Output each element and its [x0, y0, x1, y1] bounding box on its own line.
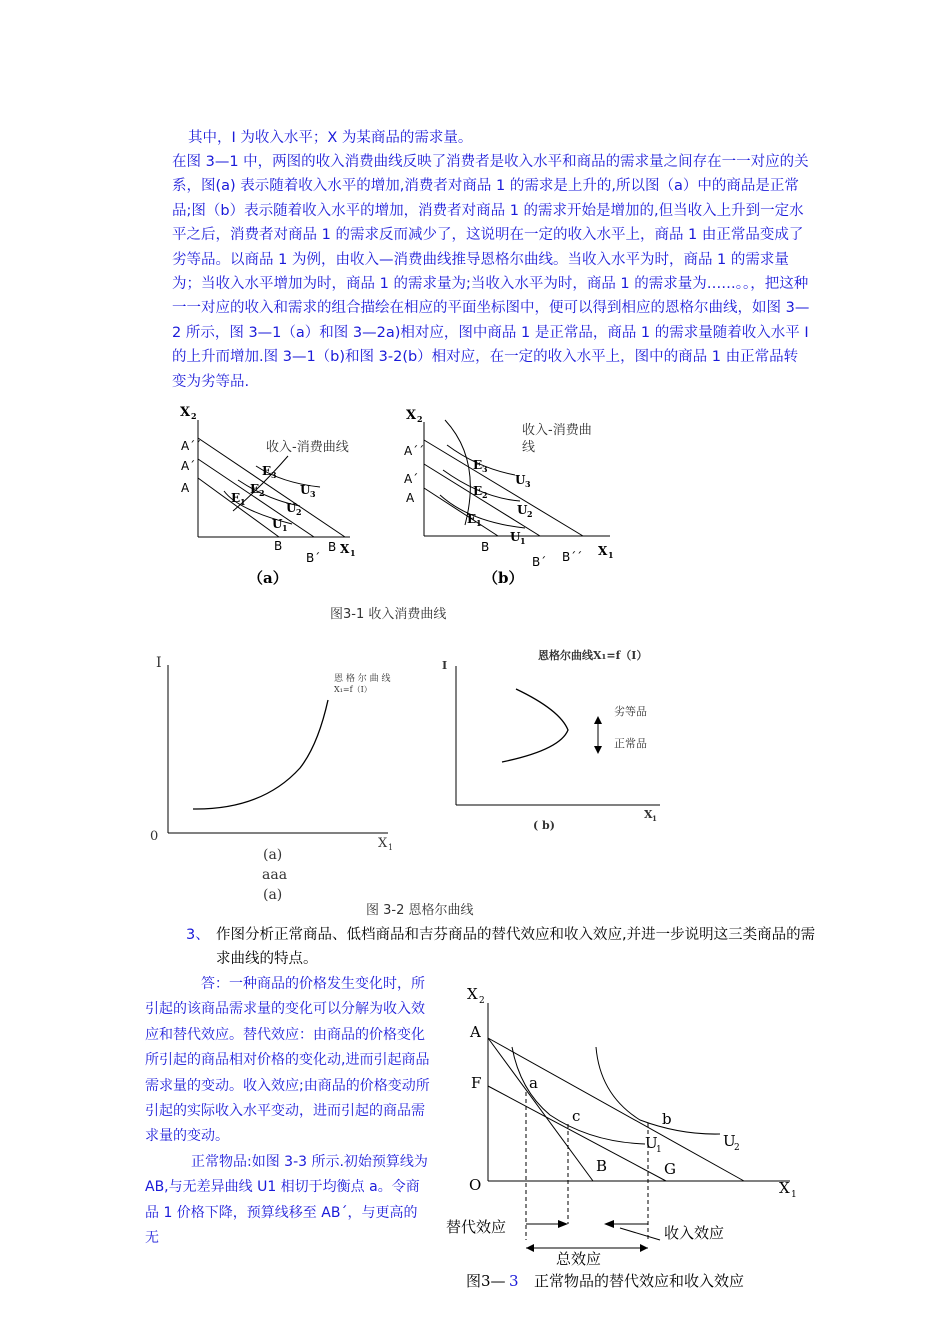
figure-label: X: [467, 985, 478, 1003]
figure-label: U: [645, 1134, 658, 1152]
figure-label: 1: [652, 814, 657, 823]
fig32a: [150, 655, 393, 903]
answer-p1: 答：一种商品的价格发生变化时，所引起的该商品需求量的变化可以分解为收入效应和替代效应。替代效应：由商品的价格变化所引起的商品相对价格的变化动,进而引起商品需求量的变动。收入效应;由商品的价格变动所引起的实际收入水平变动，进而引起的商品需求量的变动。: [145, 976, 430, 1145]
figure-label: I: [156, 655, 162, 671]
figure-label: a: [529, 1074, 538, 1092]
figure-label: 2: [191, 411, 197, 421]
figure-label: 2: [296, 507, 302, 517]
figure-label: B: [328, 540, 337, 554]
figure-label: U: [286, 501, 297, 515]
figure-label: 1: [656, 1145, 662, 1155]
figure-label: 3: [482, 464, 488, 474]
figure-label: 线: [522, 440, 536, 455]
question-text: 作图分析正常商品、低档商品和吉芬商品的替代效应和收入效应,并进一步说明这三类商品的需求曲线的特点。: [216, 927, 816, 967]
fig32b-title: 恩格尔曲线X₁=f（I）: [538, 649, 648, 662]
figure-label: 收入-消费曲线: [266, 440, 349, 455]
figure-label: U: [515, 473, 526, 487]
figure-label: E: [473, 458, 483, 472]
figure-label: B´: [532, 555, 547, 569]
figure-label: U: [510, 530, 521, 544]
figure-label: 1: [282, 523, 288, 533]
total-effect-label: 总效应: [556, 1250, 602, 1268]
figure-label: X: [598, 544, 608, 558]
figure-label: 2: [527, 509, 533, 519]
figure-label: 图3—: [466, 1272, 506, 1290]
figure-label: 3: [525, 479, 531, 489]
figure-label: 1: [388, 843, 394, 852]
figure-label: 3: [509, 1272, 519, 1290]
figure-label: B: [274, 539, 283, 553]
figure-label: 正常品: [614, 737, 647, 750]
figure-label: A: [470, 1023, 481, 1041]
figure-label: X: [406, 408, 417, 423]
answer-p2: 正常物品:如图 3-3 所示.初始预算线为 AB,与无差异曲线 U1 相切于均衡点 a。令商品 1 价格下降，预算线移至 AB´，与更高的无: [145, 1153, 428, 1247]
figure-label: U: [300, 483, 311, 497]
fig31a: [180, 405, 356, 587]
figure-label: c: [572, 1107, 581, 1125]
figure-label: B: [596, 1157, 608, 1175]
figure-label: 2: [479, 996, 485, 1006]
figure-label: 恩 格 尔 曲 线: [334, 674, 391, 684]
figure-label: X: [779, 1179, 790, 1197]
figure-label: U: [723, 1132, 736, 1150]
fig33-caption: 正常物品的替代效应和收入效应: [534, 1272, 745, 1290]
figure-label: O: [469, 1176, 482, 1194]
figure-label: E: [467, 512, 477, 526]
figure-label: B: [481, 540, 490, 554]
figure-label: 3: [310, 489, 316, 499]
figure-label: 1: [520, 536, 526, 546]
figure-label: X: [378, 836, 388, 851]
figure-label: 2: [259, 488, 265, 498]
income-effect-label: 收入效应: [664, 1224, 725, 1242]
figure-label: b: [662, 1110, 672, 1128]
figure-label: E: [473, 484, 483, 498]
figure-label: I: [442, 659, 448, 672]
figure-label: X: [644, 808, 653, 821]
figure-label: E: [231, 491, 241, 505]
fig32b: [442, 648, 660, 832]
fig31-caption: 图3-1 收入消费曲线: [330, 607, 447, 622]
figure-label: ( b): [533, 819, 555, 832]
figure-label: 2: [417, 414, 423, 424]
figure-label: B´´: [562, 550, 583, 564]
figure-label: A´: [181, 459, 196, 473]
figure-label: X₁=f（I）: [334, 685, 372, 694]
figure-label: 0: [150, 829, 159, 844]
figure-label: 1: [608, 550, 614, 560]
figure-label: 2: [482, 490, 488, 500]
figure-label: A´´: [181, 439, 202, 453]
figure-label: (a): [263, 887, 283, 903]
fig31b-label: （b）: [483, 569, 524, 587]
figure-label: E: [250, 482, 260, 496]
figure-label: U: [517, 503, 528, 517]
figure-label: (a): [263, 847, 283, 863]
figure-label: 1: [350, 548, 356, 558]
figure-label: aaa: [262, 867, 288, 883]
main-paragraph: 在图 3—1 中，两图的收入消费曲线反映了消费者是收入水平和商品的需求量之间存在一一对应的关系，图(a) 表示随着收入水平的增加,消费者对商品 1 的需求是上升的,所以图（a）中的商品是正常品;图（b）表示随着收入水平的增加，消费者对商品 1 的需求开始是增加的,但当收入上升到一定水平之后，消费者对商品 1 的需求反而减少了，这说明在一定的收入水平上，商品 1 由正常品变成了劣等品。以商品 1 为例，由收入—消费曲线推导恩格尔曲线。当收入水平为时，商品 1 的需求量为；当收入水平增加为时，商品 1 的需求量为;当收入水平为时，商品 1 的需求量为……。。，把这种一一对应的收入和需求的组合描绘在相应的平面坐标图中，便可以得到相应的恩格尔曲线，如图 3—2 所示，图 3—1（a）和图 3—2a)相对应，图中商品 1 是正常品，商品 1 的需求量随着收入水平 I 的上升而增加.图 3—1（b)和图 3-2(b）相对应，在一定的收入水平上，图中的商品 1 由正常品转变为劣等品.: [172, 154, 810, 390]
figure-label: B´: [306, 551, 321, 565]
figure-label: G: [664, 1160, 676, 1178]
figure-label: E: [262, 464, 272, 478]
figure-label: A: [181, 481, 190, 495]
question-number: 3、: [186, 927, 210, 943]
fig33: [446, 985, 797, 1290]
figure-label: 1: [791, 1190, 797, 1200]
figure-label: F: [471, 1074, 482, 1092]
figure-label: U: [272, 517, 283, 531]
figure-label: 1: [476, 518, 482, 528]
fig32-caption: 图 3-2 恩格尔曲线: [366, 903, 474, 918]
intro-line: 其中，I 为收入水平；X 为某商品的需求量。: [188, 130, 473, 146]
fig31a-label: （a）: [248, 569, 288, 587]
figure-label: X: [340, 542, 350, 556]
figure-label: 劣等品: [614, 705, 647, 718]
fig31a-x2: X: [180, 405, 191, 420]
fig31b: [404, 408, 614, 587]
substitution-effect-label: 替代效应: [446, 1218, 507, 1236]
figure-label: A: [406, 491, 415, 505]
figure-label: 1: [240, 497, 246, 507]
figure-label: 2: [734, 1143, 740, 1153]
figure-label: A´: [404, 472, 419, 486]
figure-label: A´´: [404, 444, 425, 458]
figure-label: 收入-消费曲: [522, 423, 592, 438]
answer-block: [145, 972, 430, 1251]
figure-label: 3: [271, 470, 277, 480]
